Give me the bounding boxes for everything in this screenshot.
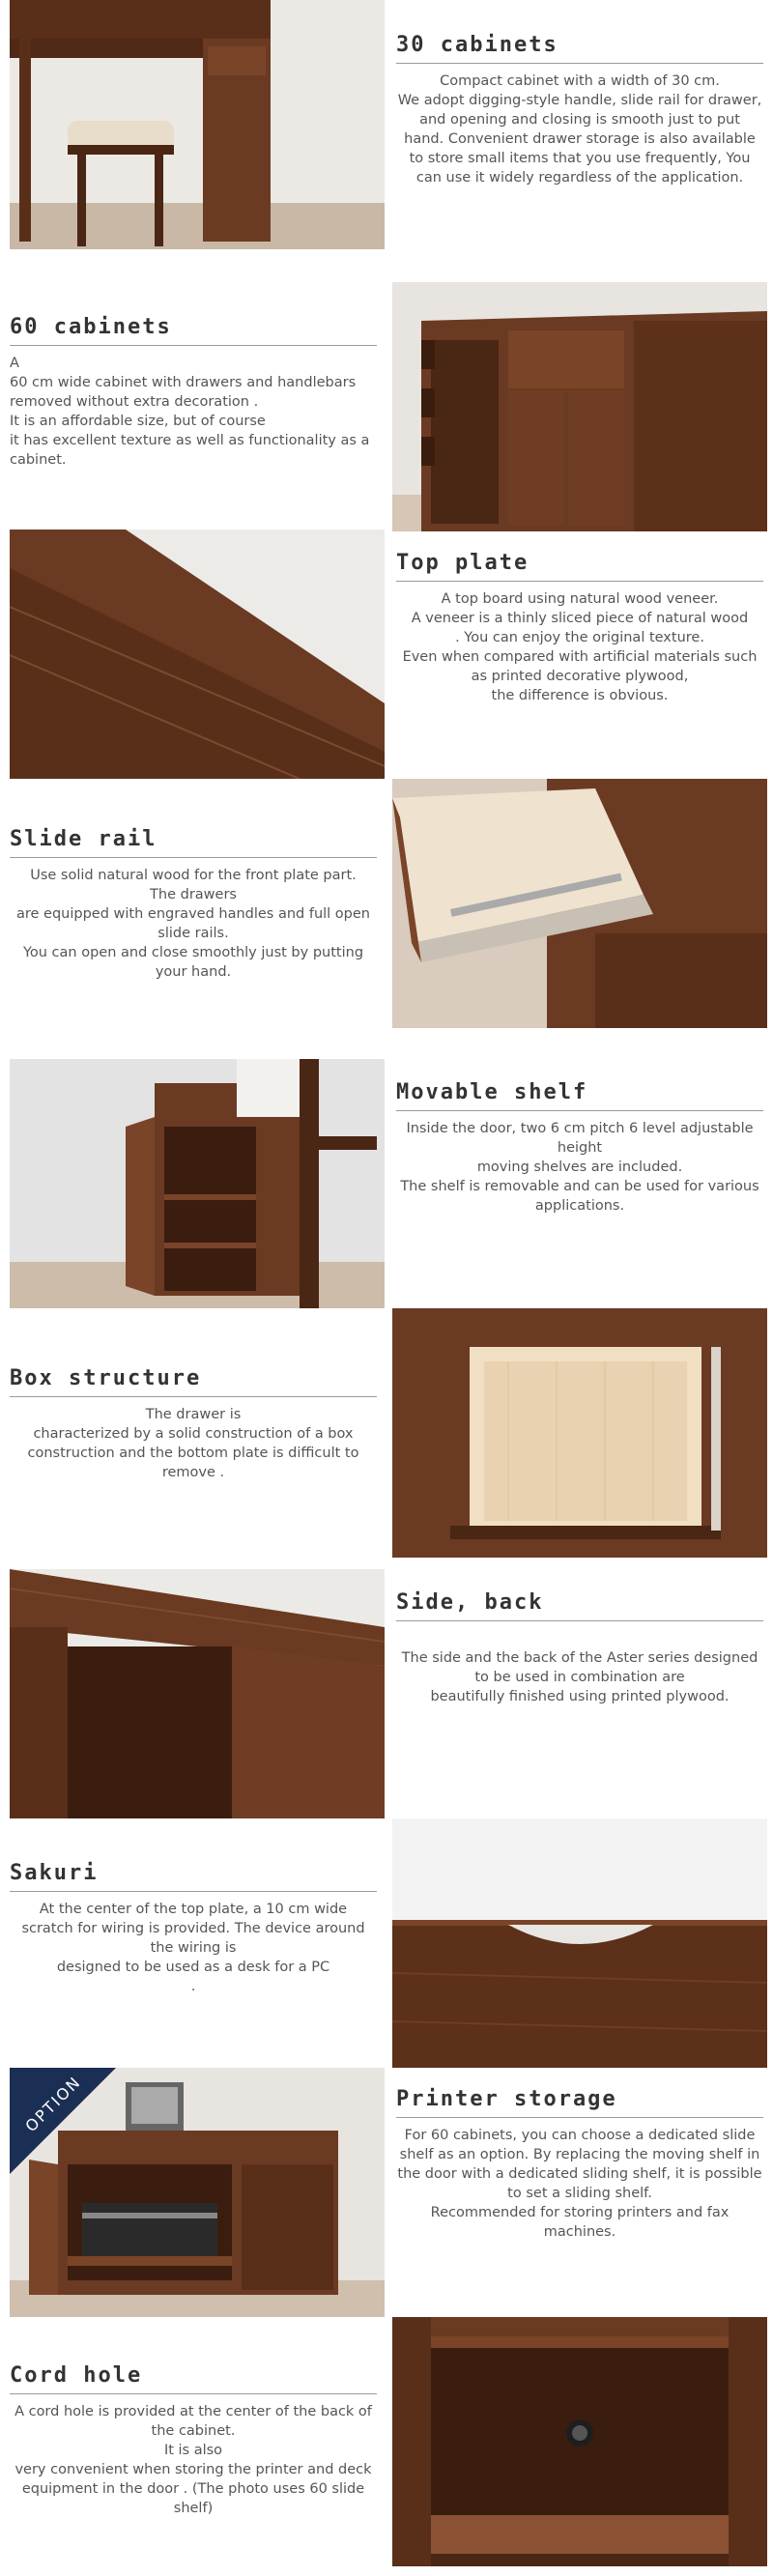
section-title: Movable shelf bbox=[396, 1080, 763, 1111]
section-description: At the center of the top plate, a 10 cm wide scratch for wiring is provided. The device around the wiring is designed to be used as a desk for a PC . bbox=[21, 1902, 365, 1994]
section-top-plate bbox=[0, 530, 773, 779]
section-title: 30 cabinets bbox=[396, 33, 763, 64]
top-plate-photo bbox=[10, 530, 385, 779]
text-block bbox=[396, 33, 763, 187]
section-title: Box structure bbox=[10, 1366, 377, 1397]
text-block bbox=[396, 2087, 763, 2242]
section-title: 60 cabinets bbox=[10, 315, 377, 346]
printer-storage-photo bbox=[10, 2068, 385, 2317]
text-block bbox=[10, 2363, 377, 2518]
section-description: For 60 cabinets, you can choose a dedicated slide shelf as an option. By replacing the moving shelf in the door with a dedicated sliding shelf, it is possible to set a sliding shelf. Recommended for storing printers and fax machines. bbox=[397, 2128, 762, 2240]
section-description: Use solid natural wood for the front plate part. The drawers are equipped with engraved handles and full open slide rails. You can open and close smoothly just by putting your hand. bbox=[15, 868, 370, 980]
section-sakuri bbox=[0, 1818, 773, 2068]
text-block bbox=[396, 551, 763, 705]
section-description: A cord hole is provided at the center of the back of the cabinet. It is also very convenient when storing the printer and deck equipment in the door . (The photo uses 60 slide shelf) bbox=[14, 2404, 372, 2516]
section-cord-hole bbox=[0, 2317, 773, 2566]
section-description: Inside the door, two 6 cm pitch 6 level adjustable height moving shelves are included. The shelf is removable and can be used for various applications. bbox=[400, 1121, 759, 1214]
slide-rail-photo bbox=[392, 779, 767, 1028]
option-badge bbox=[10, 2068, 116, 2174]
sakuri-photo bbox=[392, 1818, 767, 2068]
movable-shelf-photo bbox=[10, 1059, 385, 1308]
text-block bbox=[10, 315, 377, 470]
section-slide-rail bbox=[0, 779, 773, 1028]
text-block bbox=[10, 827, 377, 982]
section-title: Slide rail bbox=[10, 827, 377, 858]
cabinet-60-photo bbox=[392, 282, 767, 531]
box-drawer-photo bbox=[392, 1308, 767, 1558]
text-block bbox=[10, 1861, 377, 1996]
section-box-structure bbox=[0, 1308, 773, 1558]
side-back-photo bbox=[10, 1569, 385, 1818]
section-title: Sakuri bbox=[10, 1861, 377, 1892]
text-block bbox=[396, 1080, 763, 1216]
cord-hole-photo bbox=[392, 2317, 767, 2566]
section-description: A top board using natural wood veneer. A veneer is a thinly sliced piece of natural wood . You can enjoy the original texture. Even when compared with artificial materials such as printed decorative plywood, the difference is obvious. bbox=[402, 591, 758, 703]
section-description: A 60 cm wide cabinet with drawers and handlebars removed without extra decoration . It is an affordable size, but of course it has excellent texture as well as functionality as a cabinet. bbox=[10, 356, 370, 468]
text-block bbox=[396, 1590, 763, 1706]
section-movable-shelf bbox=[0, 1059, 773, 1308]
section-description: The drawer is characterized by a solid construction of a box construction and the bottom plate is difficult to remove . bbox=[27, 1407, 359, 1480]
section-title: Printer storage bbox=[396, 2087, 763, 2118]
section-description: Compact cabinet with a width of 30 cm. We adopt digging-style handle, slide rail for drawer, and opening and closing is smooth just to put hand. Convenient drawer storage is also available to store small items that you use frequently, You can use it widely regardless of the application. bbox=[397, 73, 762, 186]
section-title: Cord hole bbox=[10, 2363, 377, 2394]
section-description: The side and the back of the Aster series designed to be used in combination are beautifully finished using printed plywood. bbox=[401, 1650, 759, 1704]
section-60-cabinets bbox=[0, 282, 773, 531]
option-badge-label: OPTION bbox=[21, 2072, 85, 2136]
section-side-back bbox=[0, 1569, 773, 1818]
section-30-cabinets bbox=[0, 0, 773, 249]
section-printer-storage bbox=[0, 2068, 773, 2317]
section-title: Side, back bbox=[396, 1590, 763, 1621]
section-title: Top plate bbox=[396, 551, 763, 582]
desk-stool-photo bbox=[10, 0, 385, 249]
text-block bbox=[10, 1366, 377, 1482]
